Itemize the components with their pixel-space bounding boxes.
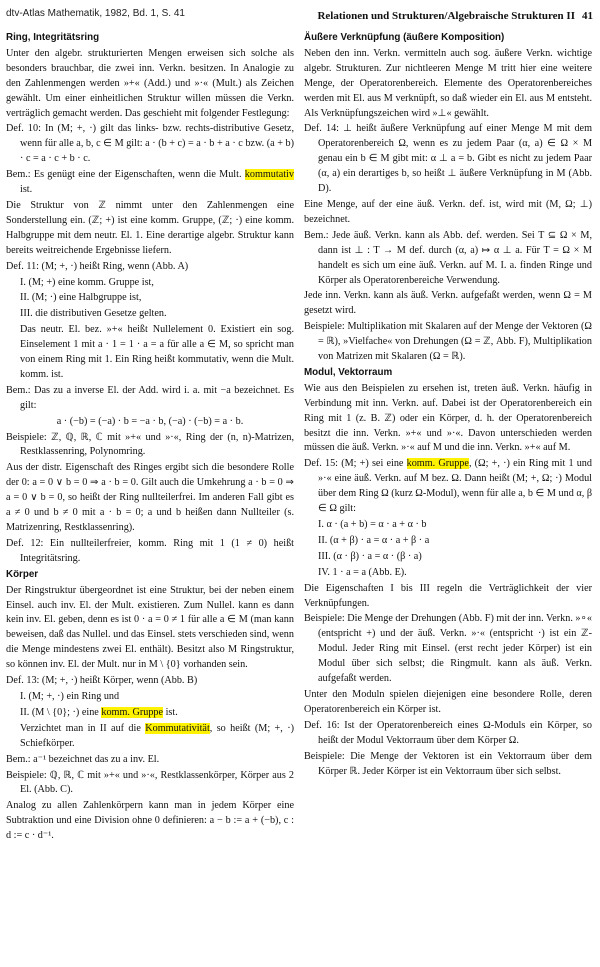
def-paragraph: Def. 14: ⊥ heißt äußere Verknüpfung auf einer Menge M mit dem Operatorenbereich Ω, wenn es zu jedem Paar (α, a) ∈ Ω × M genau ein b ∈ M gibt mit: α ⊥ a = b. Gibt es nicht zu jedem Paar (α, a) ein derartiges b, so heißt ⊥ äußere Verknüpfung in M (Abb. D). — [304, 123, 592, 195]
ex-paragraph: Beispiele: ℚ, ℝ, ℂ mit »+« und »·«, Restklassenkörper, Körper aus 2 El. (Abb. C). — [6, 769, 294, 796]
para-paragraph: Analog zu allen Zahlenkörpern kann man in jedem Körper eine Subtraktion und eine Division ohne 0 definieren: a − b := a + (−b), c : d := c · d⁻¹. — [6, 800, 294, 842]
item-paragraph: I. (M; +) eine komm. Gruppe ist, — [20, 276, 154, 288]
para-paragraph: Die Struktur von ℤ nimmt unter den Zahlenmengen eine Sonderstellung ein. (ℤ; +) ist eine komm. Gruppe, (ℤ; ·) eine komm. Halbgruppe mit dem neutr. El. 1. Eine derartige algebr. Struktur kann bereits weitreichende Ergebnisse liefern. — [6, 199, 294, 256]
def-paragraph: Def. 16: Ist der Operatorenbereich eines Ω-Moduls ein Körper, so heißt der Modul Vektorraum über dem Körper Ω. — [304, 719, 592, 746]
text-segment: , (Ω; +, ·) ein Ring mit 1 und »·« eine äuß. Verkn. auf M bez. Ω. Dann heißt (M; +, Ω; ·) Modul über dem Ring Ω (kurz Ω-Modul), wenn für alle a, b ∈ M und α, β ∈ Ω gilt: — [318, 458, 592, 515]
text-columns — [6, 30, 593, 845]
formula-paragraph: a · (−b) = (−a) · b = −a · b, (−a) · (−b) = a · b. — [56, 415, 244, 427]
text-segment: ist. — [20, 184, 33, 196]
para-paragraph: Der Ringstruktur übergeordnet ist eine Struktur, bei der neben einem Einsel. auch inv. El. der Mult. existieren. Zum Nullel. kann es dann kein inv. El. geben, denn es ist 0 · a = 0 ≠ 1 für alle a ∈ M (man kann beweisen, daß das Nullel. und das Einsel. stets verschieden sind, wenn die Menge mindestens zwei El. enthält). Besitzt also M Ringstruktur, so können inv. El. der Mult. nur in M \ {0} vorhanden sein. — [6, 584, 294, 671]
left-column — [6, 30, 294, 845]
def-paragraph: Def. 10: In (M; +, ·) gilt das links- bzw. rechts-distributive Gesetz, wenn für alle a, b, c ∈ M gilt: a · (b + c) = a · b + a · c bzw. (a + b) · c = a · c + b · c. — [6, 123, 294, 165]
def-paragraph: Bem.: Das zu a inverse El. der Add. wird i. a. mit −a bezeichnet. Es gilt: — [6, 384, 294, 411]
para-paragraph: Die Eigenschaften I bis III regeln die Verträglichkeit der vier Verknüpfungen. — [304, 582, 592, 609]
ex-paragraph: Beispiele: ℤ, ℚ, ℝ, ℂ mit »+« und »·«, Ring der (n, n)-Matrizen, Restklassenring, Polynomring. — [6, 431, 294, 458]
def-paragraph: Def. 11: (M; +, ·) heißt Ring, wenn (Abb. A) — [6, 260, 189, 272]
text-segment: , so heißt (M; +, ·) Schiefkörper. — [20, 722, 294, 749]
item-paragraph: II. (α + β) · a = α · a + β · a — [318, 534, 430, 546]
ex-paragraph: Beispiele: Multiplikation mit Skalaren auf der Menge der Vektoren (Ω = ℝ), »Vielfache« von Drehungen (Ω = ℤ, Abb. F), Multiplikation von Matrizen mit Skalaren (Ω = ℝ). — [304, 321, 592, 363]
highlighted-term: komm. Gruppe — [406, 458, 469, 470]
def-paragraph: Bem.: Jede äuß. Verkn. kann als Abb. def. werden. Sei T ⊆ Ω × M, dann ist ⊥ : T → M def. durch (α, a) ↦ α ⊥ a. Für T = Ω × M handelt es sich um eine äuß. Verkn. auf M. I. a. finden Ringe und Körper als Operatorenbereiche Verwendung. — [304, 229, 592, 286]
item-paragraph: I. α · (a + b) = α · a + α · b — [318, 519, 427, 530]
text-segment: Bem.: Es genügt eine der Eigenschaften, wenn die Mult. — [6, 169, 245, 181]
item-paragraph: II. (M; ·) eine Halbgruppe ist, — [20, 292, 142, 304]
para-paragraph: Aus der distr. Eigenschaft des Ringes ergibt sich die besondere Rolle der 0: a = 0 ∨ b = 0 ⇒ a · b = 0. Gilt auch die Umkehrung a · b = 0 ⇒ a = 0 ∨ b = 0, so heißt der Ring nullteilerfrei. Im anderen Fall gibt es a ≠ 0 und b ≠ 0 mit a · b = 0; a und b heißen dann Nullteiler (s. Matrizenring, Restklassenring). — [6, 462, 294, 533]
section-heading: Äußere Verknüpfung (äußere Komposition) — [304, 32, 505, 43]
section-heading: Körper — [6, 568, 39, 580]
page-number: 41 — [582, 10, 593, 22]
source-tag: dtv-Atlas Mathematik, 1982, Bd. 1, S. 41 — [6, 8, 185, 19]
def-paragraph — [6, 168, 294, 198]
para-paragraph: Eine Menge, auf der eine äuß. Verkn. def. ist, wird mit (M, Ω; ⊥) bezeichnet. — [304, 198, 592, 225]
def-paragraph — [304, 457, 592, 517]
right-column — [304, 30, 592, 845]
highlighted-term: komm. Gruppe — [101, 706, 164, 718]
text-segment: II. (M \ {0}; ·) eine — [20, 706, 102, 718]
item-paragraph: IV. 1 · a = a (Abb. E). — [318, 566, 407, 578]
item-paragraph: III. die distributiven Gesetze gelten. — [20, 308, 167, 320]
highlighted-term: Kommutativität — [145, 722, 210, 734]
para-paragraph: Unter den Moduln spielen diejenigen eine besondere Rolle, deren Operatorenbereich ein Körper ist. — [304, 688, 592, 715]
def-paragraph: Bem.: a⁻¹ bezeichnet das zu a inv. El. — [6, 753, 160, 765]
text-segment: Verzichtet man in II auf die — [20, 722, 146, 734]
ex-paragraph: Beispiele: Die Menge der Drehungen (Abb. F) mit der inn. Verkn. »∘« (entspricht +) und der äuß. Verkn. »·« (entspricht ·) ist ein ℤ-Modul. Jeder Ring mit Einsel. (erst recht jeder Körper) ist ein Modul über sich selbst; die Ringmult. kann als äuß. Verkn. aufgefaßt werden. — [304, 613, 592, 685]
indent-paragraph: Das neutr. El. bez. »+« heißt Nullelement 0. Existiert ein sog. Einselement 1 mit a · 1 = 1 · a = a für alle a ∈ M, so spricht man von einem Ring mit 1. Ein Ring heißt kommutativ, wenn die Mult. komm. ist. — [20, 324, 294, 380]
highlighted-term: kommutativ — [244, 169, 294, 181]
def-paragraph: Def. 12: Ein nullteilerfreier, komm. Ring mit 1 (1 ≠ 0) heißt Integritätsring. — [6, 537, 294, 564]
item-paragraph — [6, 706, 294, 721]
section-heading: Ring, Integritätsring — [6, 32, 100, 43]
def-paragraph: Def. 13: (M; +, ·) heißt Körper, wenn (Abb. B) — [6, 675, 198, 687]
ex-paragraph: Beispiele: Die Menge der Vektoren ist ein Vektorraum über dem Körper ℝ. Jeder Körper ist ein Vektorraum über sich selbst. — [304, 750, 592, 777]
item-paragraph: I. (M; +, ·) ein Ring und — [20, 690, 120, 702]
item-paragraph: III. (α · β) · a = α · (β · a) — [318, 550, 422, 562]
page-header — [6, 8, 593, 30]
running-head: Relationen und Strukturen/Algebraische Strukturen II — [317, 10, 575, 22]
text-segment: ist. — [163, 706, 178, 718]
para-paragraph: Neben den inn. Verkn. vermitteln auch sog. äußere Verkn. wichtige algebr. Strukturen. Zur nichtleeren Menge M tritt hier eine weitere Menge, der Operatorenbereich. Elemente des Operatorenbereiches werden mit El. aus M verknüpft, so daß wieder ein El. aus M entsteht. Als Verknüpfungszeichen wird »⊥« gewählt. — [304, 47, 592, 119]
para-paragraph: Wie aus den Beispielen zu ersehen ist, treten äuß. Verkn. häufig in Verbindung mit inn. Verkn. auf. Dabei ist der Operatorenbereich ein Ring mit 1 (z. B. ℤ) oder ein Körper, d. h. der Operatorenbereich besitzt die inn. Verkn. »+« und »·«. Davon unterschieden werden müssen die äuß. Verkn. »·« auf M und die inn. Verkn. »+« auf M. — [304, 382, 592, 454]
section-heading: Modul, Vektorraum — [304, 366, 393, 378]
para-paragraph: Unter den algebr. strukturierten Mengen erweisen sich solche als besonders brauchbar, die zwei inn. Verkn. besitzen. In Analogie zu den Zahlenmengen werden »+« (Add.) und »·« (Mult.) als Zeichen gewählt. Um einer einheitlichen Struktur willen müssen die Verkn. verträglich gemacht werden. Das geschieht mit folgender Festlegung: — [6, 47, 294, 119]
para-paragraph: Jede inn. Verkn. kann als äuß. Verkn. aufgefaßt werden, wenn Ω = M gesetzt wird. — [304, 290, 592, 317]
indent-paragraph — [6, 722, 294, 752]
text-segment: Def. 15: (M; +) sei eine — [304, 458, 407, 470]
